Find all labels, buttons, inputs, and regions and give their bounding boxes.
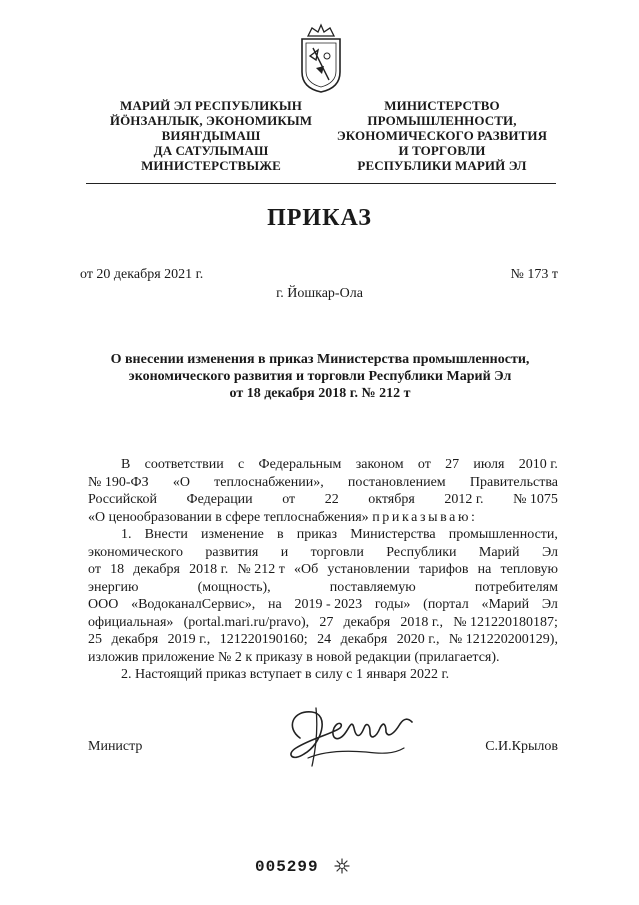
body-word: соответствии <box>144 457 224 472</box>
document-date: от 20 декабря 2021 г. <box>80 267 204 282</box>
coat-of-arms-emblem <box>298 22 344 94</box>
body-line <box>88 649 558 667</box>
body-word: тепловую <box>500 562 558 577</box>
handwritten-signature <box>282 698 418 776</box>
body-text: «О ценообразовании в сфере теплоснабжения» <box>88 509 369 525</box>
body-line <box>88 614 558 632</box>
body-word: 27 <box>445 457 460 472</box>
body-line <box>88 666 558 684</box>
body-word: энергию <box>88 579 139 595</box>
body-word: изменение <box>201 527 264 542</box>
header-left-line: ДА САТУЛЫМАШ <box>153 143 269 158</box>
body-word: «Марий <box>481 597 530 612</box>
body-word: 121220190160; <box>219 632 308 647</box>
body-word: Правительства <box>469 474 558 490</box>
body-word: (портал <box>423 597 469 612</box>
body-word: «Об <box>294 562 319 577</box>
body-word: промышленности, <box>448 527 558 542</box>
subject-line: экономического развития и торговли Республики Марий Эл <box>128 369 512 384</box>
header-left-line: ЙӦНЗАНЛЫК, ЭКОНОМИКЫМ <box>109 113 313 128</box>
body-line <box>88 491 558 509</box>
body-word: теплоснабжении», <box>214 474 324 490</box>
body-word: 22 <box>324 492 339 507</box>
header-left-line: ВИЯҤДЫМАШ <box>161 128 261 143</box>
body-line <box>88 561 558 579</box>
body-word: 27 <box>319 614 334 630</box>
body-line <box>88 631 558 649</box>
body-word: 2012 г. <box>444 492 484 507</box>
body-word: (мощность), <box>197 579 271 595</box>
header-right-line: ПРОМЫШЛЕННОСТИ, <box>367 113 517 128</box>
body-word: декабря <box>340 632 388 647</box>
body-word: от <box>88 562 101 577</box>
body-word: декабря <box>133 562 180 577</box>
header-ministry-russian <box>330 98 554 173</box>
body-line <box>88 544 558 562</box>
body-word: 2020 г., <box>396 632 440 647</box>
body-word: Эл <box>541 597 558 612</box>
header-divider <box>86 183 556 184</box>
body-word: ООО <box>88 597 119 612</box>
body-word: потребителям <box>474 579 558 595</box>
header-left-line: МИНИСТЕРСТВЫЖЕ <box>141 158 281 173</box>
body-line <box>88 509 558 527</box>
body-word: в <box>276 527 284 542</box>
body-word: В <box>121 457 131 472</box>
body-word: 2019 г., <box>167 632 211 647</box>
body-word: 2018 г., <box>400 614 444 630</box>
body-line <box>88 474 558 492</box>
body-word: Федеральным <box>258 457 342 472</box>
body-word: Российской <box>88 492 157 507</box>
body-word: 2018 г. <box>189 562 229 577</box>
signer-position: Министр <box>88 739 143 754</box>
body-word: 1. <box>121 527 132 542</box>
body-word: установлении <box>327 562 410 577</box>
body-word: № 121220180187; <box>453 614 558 630</box>
body-word: № 190-ФЗ <box>88 474 149 490</box>
body-word: № 212 т <box>237 562 285 577</box>
body-line <box>88 596 558 614</box>
ornament-icon <box>334 858 350 874</box>
body-word: и <box>280 544 289 560</box>
body-word: развития <box>205 544 259 560</box>
body-word: Республики <box>386 544 457 560</box>
body-word: с <box>238 457 245 472</box>
header-ministry-mari <box>98 98 324 173</box>
body-word: июля <box>473 457 505 472</box>
body-word: «О <box>172 474 190 490</box>
header-left-line: МАРИЙ ЭЛ РЕСПУБЛИКЫН <box>119 98 303 113</box>
document-number: № 173 т <box>510 267 558 282</box>
body-word: от <box>282 492 296 507</box>
body-word: официальная» <box>88 614 174 630</box>
body-word: декабря <box>111 632 159 647</box>
document-body <box>88 456 558 684</box>
body-word: декабря <box>343 614 391 630</box>
body-text-spaced: приказываю: <box>372 509 478 525</box>
body-text: 2. Настоящий приказ вступает в силу с 1 января 2022 г. <box>121 667 450 682</box>
signer-name: С.И.Крылов <box>485 739 558 754</box>
body-word: постановлением <box>347 474 446 490</box>
body-word: годы» <box>374 597 411 612</box>
body-word: торговли <box>310 544 364 560</box>
header-right-line: РЕСПУБЛИКИ МАРИЙ ЭЛ <box>357 158 527 173</box>
body-word: Марий <box>478 544 520 560</box>
body-word: приказ <box>296 527 338 542</box>
header-right-line: МИНИСТЕРСТВО <box>384 98 500 113</box>
subject-line: от 18 декабря 2018 г. № 212 т <box>229 386 411 401</box>
body-word: экономического <box>88 544 183 560</box>
body-word: № 1075 <box>513 492 558 507</box>
subject-line: О внесении изменения в приказ Министерства промышленности, <box>110 352 530 367</box>
body-word: (portal.mari.ru/pravo), <box>183 614 310 630</box>
body-word: на <box>268 597 282 612</box>
body-line <box>88 579 558 597</box>
body-word: 18 <box>110 562 125 577</box>
document-city: г. Йошкар-Ола <box>276 286 363 301</box>
body-word: тарифов <box>418 562 469 577</box>
body-word: 2019 - 2023 <box>294 597 363 612</box>
body-word: поставляемую <box>329 579 416 595</box>
body-word: октября <box>368 492 415 507</box>
header-right-line: ЭКОНОМИЧЕСКОГО РАЗВИТИЯ <box>336 128 548 143</box>
body-word: 2010 г. <box>518 457 558 472</box>
body-word: Эл <box>541 544 558 560</box>
document-subject <box>80 351 560 402</box>
body-word: на <box>477 562 492 577</box>
body-word: Министерства <box>350 527 436 542</box>
body-word: от <box>417 457 431 472</box>
body-word: Федерации <box>186 492 253 507</box>
header-right-line: И ТОРГОВЛИ <box>398 143 486 158</box>
body-line <box>88 456 558 474</box>
body-line <box>88 526 558 544</box>
body-word: 25 <box>88 632 102 647</box>
body-text: изложив приложение № 2 к приказу в новой редакции (прилагается). <box>88 649 500 665</box>
body-word: 24 <box>317 632 332 647</box>
body-word: № 121220200129), <box>448 632 558 647</box>
body-word: законом <box>355 457 404 472</box>
serial-number: 005299 <box>255 858 319 876</box>
body-word: «ВодоканалСервис», <box>131 597 256 612</box>
body-word: Внести <box>144 527 188 542</box>
document-title: ПРИКАЗ <box>267 205 372 231</box>
